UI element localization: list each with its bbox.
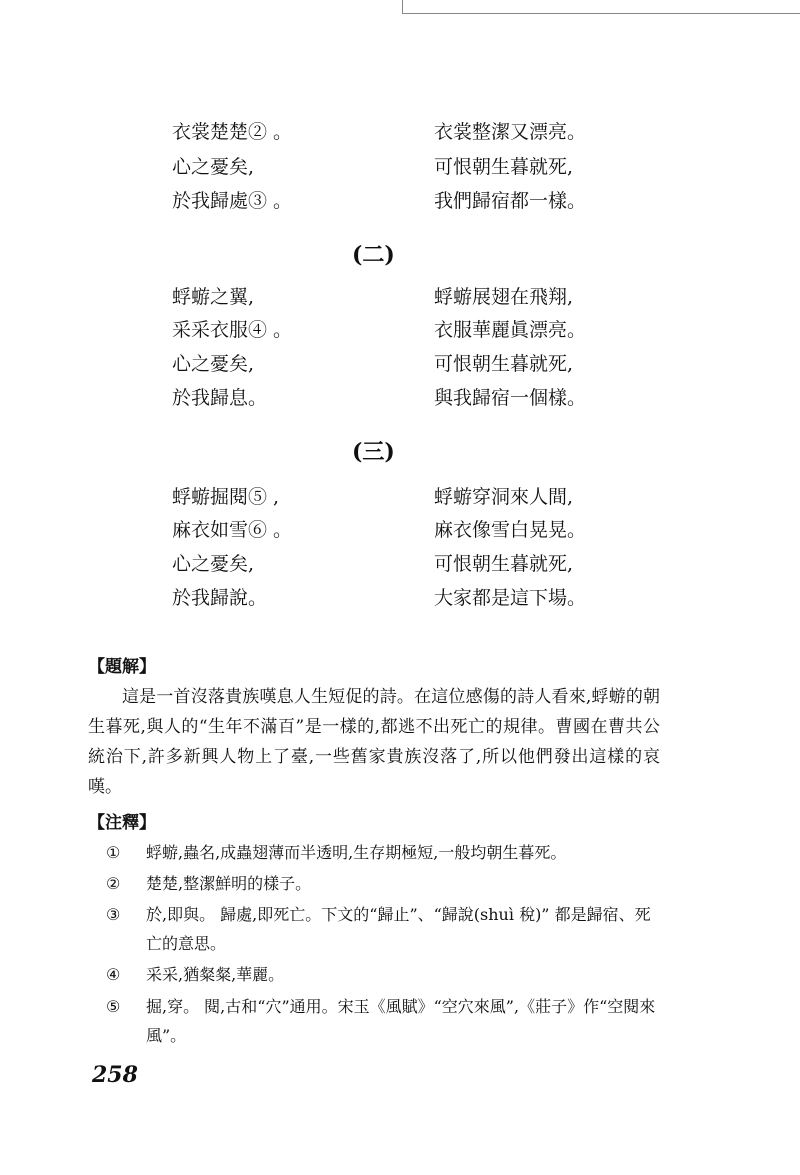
footnote-item — [106, 838, 662, 867]
translation-line: 麻衣像雪白晃晃。 — [434, 519, 587, 541]
poem-line: 衣裳楚楚② 。 — [172, 121, 293, 143]
footnote-number: ① — [106, 843, 121, 862]
translation-line: 我們歸宿都一樣。 — [434, 190, 587, 212]
poem-line: 心之憂矣, — [172, 156, 255, 178]
poem-line: 心之憂矣, — [172, 353, 255, 375]
translation-line: 衣裳整潔又漂亮。 — [434, 121, 587, 143]
translation-line: 與我歸宿一個樣。 — [434, 387, 587, 409]
footnote-item — [106, 900, 662, 958]
translation-line: 可恨朝生暮就死, — [434, 553, 574, 575]
stanza-number: (二) — [352, 242, 395, 268]
translation-line: 大家都是這下場。 — [434, 587, 587, 609]
section-heading-zhushi: 【注釋】 — [88, 813, 156, 833]
footnote-number: ⑤ — [106, 997, 121, 1016]
poem-line: 於我歸息。 — [172, 387, 268, 409]
commentary-paragraph: 這是一首沒落貴族嘆息人生短促的詩。在這位感傷的詩人看來,蜉蝣的朝生暮死,與人的“生年不滿百”是一樣的,都逃不出死亡的規律。曹國在曹共公統治下,許多新興人物上了臺,一些舊家貴族沒落了,所以他們發出這樣的哀嘆。 — [88, 687, 660, 797]
poem-line: 麻衣如雪⑥ 。 — [172, 519, 293, 541]
poem-line: 於我歸說。 — [172, 587, 268, 609]
stanza-number: (三) — [352, 439, 395, 465]
footnote-item — [106, 960, 662, 989]
translation-line: 衣服華麗眞漂亮。 — [434, 319, 587, 341]
scan-border-line — [402, 0, 800, 14]
section-heading-tijie: 【題解】 — [88, 657, 156, 677]
footnote-text: 楚楚,整潔鮮明的樣子。 — [146, 874, 312, 893]
page-number: 258 — [92, 1062, 138, 1088]
footnote-text: 采采,猶粲粲,華麗。 — [146, 965, 285, 984]
poem-line: 於我歸處③ 。 — [172, 190, 293, 212]
footnote-number: ④ — [106, 965, 121, 984]
translation-line: 蜉蝣穿洞來人間, — [434, 486, 574, 508]
footnote-number: ③ — [106, 905, 121, 924]
poem-line: 心之憂矣, — [172, 553, 255, 575]
translation-line: 可恨朝生暮就死, — [434, 353, 574, 375]
poem-line: 蜉蝣之翼, — [172, 286, 255, 308]
poem-line: 蜉蝣掘閱⑤ , — [172, 486, 280, 508]
footnote-text: 於,即與。 歸處,即死亡。下文的“歸止”、“歸說(shuì 稅)” 都是歸宿、死亡的意思。 — [146, 905, 651, 953]
footnote-text: 掘,穿。 閱,古和“穴”通用。宋玉《風賦》“空穴來風”,《莊子》作“空閱來風”。 — [146, 997, 656, 1045]
footnote-number: ② — [106, 874, 121, 893]
translation-line: 可恨朝生暮就死, — [434, 156, 574, 178]
translation-line: 蜉蝣展翅在飛翔, — [434, 286, 574, 308]
footnote-text: 蜉蝣,蟲名,成蟲翅薄而半透明,生存期極短,一般均朝生暮死。 — [146, 843, 567, 862]
footnote-item — [106, 992, 662, 1050]
poem-line: 采采衣服④ 。 — [172, 319, 293, 341]
footnote-item — [106, 869, 662, 898]
